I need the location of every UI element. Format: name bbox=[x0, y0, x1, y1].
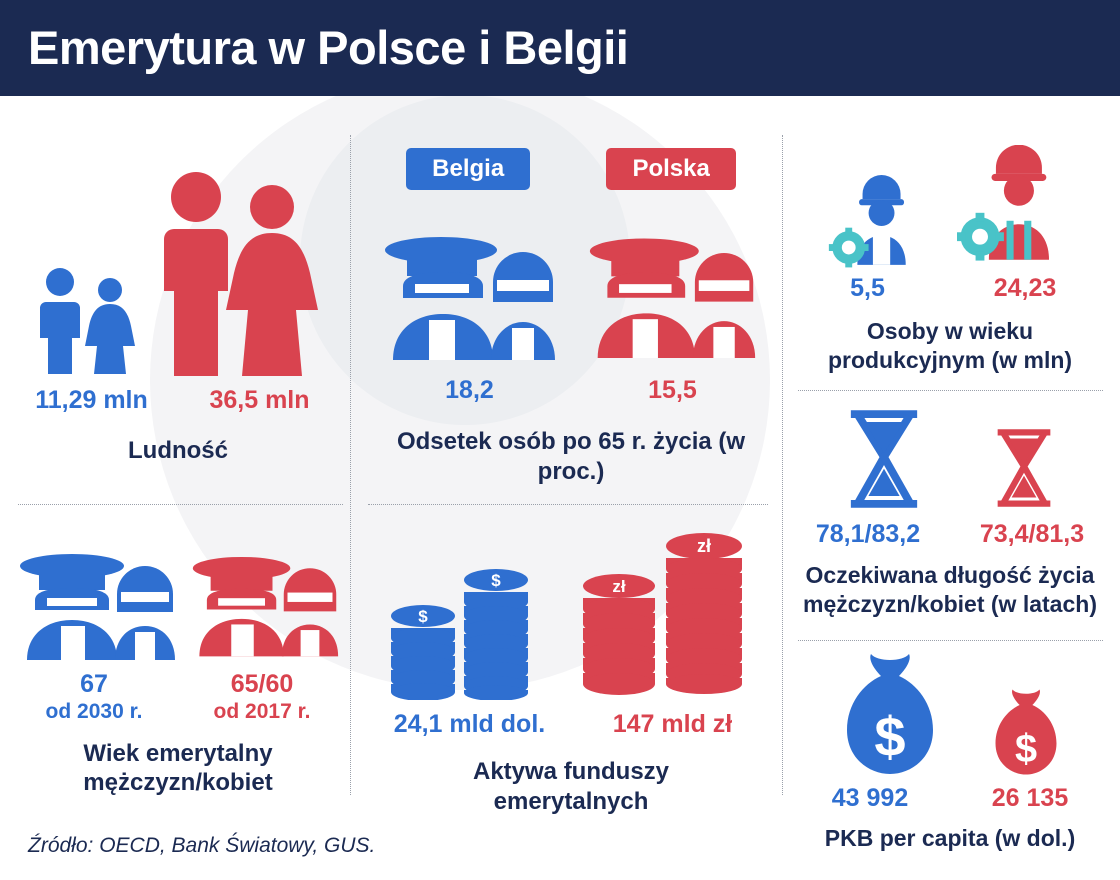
gdp-poland-value: 26 135 bbox=[991, 784, 1069, 812]
source-note: Źródło: OECD, Bank Światowy, GUS. bbox=[28, 834, 376, 857]
population-belgium-value: 11,29 mln bbox=[35, 386, 148, 414]
population-icons bbox=[10, 150, 346, 380]
gdp-values bbox=[790, 784, 1110, 813]
poland-worker-icon bbox=[957, 145, 1072, 270]
working-age-poland-value: 24,23 bbox=[993, 274, 1057, 302]
pension-assets-values bbox=[368, 710, 774, 739]
divider-left-row bbox=[18, 504, 343, 505]
poland-senior-pair-icon bbox=[586, 220, 761, 360]
panel-over65 bbox=[368, 210, 774, 487]
header-bar bbox=[0, 0, 1120, 96]
poland-money-bag-icon bbox=[987, 686, 1065, 778]
over65-values bbox=[368, 376, 774, 405]
svg-text:$: $ bbox=[418, 607, 428, 626]
pension-assets-caption: Aktywa funduszy emerytalnych bbox=[472, 757, 670, 815]
life-expectancy-icons bbox=[790, 400, 1110, 510]
retirement-age-poland-note: od 2017 r. bbox=[213, 699, 311, 723]
belgium-money-bag-icon bbox=[835, 650, 945, 778]
svg-text:zł: zł bbox=[696, 536, 711, 556]
retirement-age-belgium-note: od 2030 r. bbox=[45, 699, 143, 723]
working-age-caption: Osoby w wieku produkcyjnym (w mln) bbox=[827, 317, 1073, 373]
panel-population bbox=[10, 150, 346, 466]
working-age-belgium-value: 5,5 bbox=[850, 274, 885, 302]
retirement-age-values bbox=[10, 670, 346, 724]
page-title: Emerytura w Polsce i Belgii bbox=[28, 21, 629, 74]
divider-middle-right bbox=[782, 135, 783, 795]
svg-text:$: $ bbox=[1014, 726, 1038, 771]
pension-assets-icons bbox=[368, 530, 774, 700]
population-poland-value: 36,5 mln bbox=[209, 386, 310, 414]
over65-caption: Odsetek osób po 65 r. życia (w proc.) bbox=[396, 427, 746, 485]
working-age-values bbox=[790, 274, 1110, 303]
svg-text:zł: zł bbox=[612, 577, 626, 596]
pension-assets-poland-value: 147 mld zł bbox=[612, 710, 733, 738]
retirement-age-caption: Wiek emerytalny mężczyzn/kobiet bbox=[83, 739, 273, 796]
svg-text:$: $ bbox=[874, 705, 906, 768]
belgium-couple-icon bbox=[28, 260, 148, 380]
belgium-coin-stacks-icon bbox=[378, 550, 548, 700]
life-expectancy-poland-value: 73,4/81,3 bbox=[979, 520, 1085, 548]
belgium-worker-icon bbox=[828, 175, 923, 270]
over65-poland-value: 15,5 bbox=[648, 376, 697, 404]
pension-assets-belgium-value: 24,1 mld dol. bbox=[393, 710, 546, 738]
panel-life-expectancy bbox=[790, 400, 1110, 618]
over65-belgium-value: 18,2 bbox=[445, 376, 494, 404]
poland-hourglass-icon bbox=[993, 426, 1055, 510]
panel-working-age bbox=[790, 130, 1110, 374]
life-expectancy-values bbox=[790, 520, 1110, 549]
retirement-age-icons bbox=[10, 540, 346, 660]
divider-left-middle bbox=[350, 135, 351, 795]
legend bbox=[368, 148, 774, 190]
population-values bbox=[10, 386, 346, 415]
gdp-icons bbox=[790, 648, 1110, 778]
divider-right-row-2 bbox=[798, 640, 1103, 641]
life-expectancy-belgium-value: 78,1/83,2 bbox=[815, 520, 921, 548]
legend-row bbox=[368, 148, 774, 190]
life-expectancy-caption: Oczekiwana długość życia mężczyzn/kobiet (w latach) bbox=[803, 561, 1097, 617]
belgium-hourglass-icon bbox=[845, 408, 923, 510]
belgium-retiree-pair-icon bbox=[17, 542, 177, 660]
panel-gdp-per-capita bbox=[790, 648, 1110, 852]
working-age-icons bbox=[790, 130, 1110, 270]
legend-belgium-pill: Belgia bbox=[406, 148, 530, 190]
retirement-age-belgium-value: 67 bbox=[80, 670, 108, 698]
poland-retiree-pair-icon bbox=[190, 542, 340, 660]
poland-coin-stacks-icon bbox=[569, 530, 764, 700]
divider-middle-row bbox=[368, 504, 768, 505]
population-caption: Ludność bbox=[128, 436, 228, 464]
belgium-senior-pair-icon bbox=[381, 220, 561, 360]
retirement-age-poland-value: 65/60 bbox=[230, 670, 294, 698]
gdp-caption: PKB per capita (w dol.) bbox=[824, 824, 1076, 851]
legend-poland-pill: Polska bbox=[606, 148, 735, 190]
svg-text:$: $ bbox=[491, 571, 501, 590]
panel-retirement-age bbox=[10, 540, 346, 798]
panel-pension-assets bbox=[368, 530, 774, 817]
over65-icons bbox=[368, 210, 774, 360]
divider-right-row-1 bbox=[798, 390, 1103, 391]
poland-couple-icon bbox=[148, 165, 328, 380]
gdp-belgium-value: 43 992 bbox=[831, 784, 909, 812]
